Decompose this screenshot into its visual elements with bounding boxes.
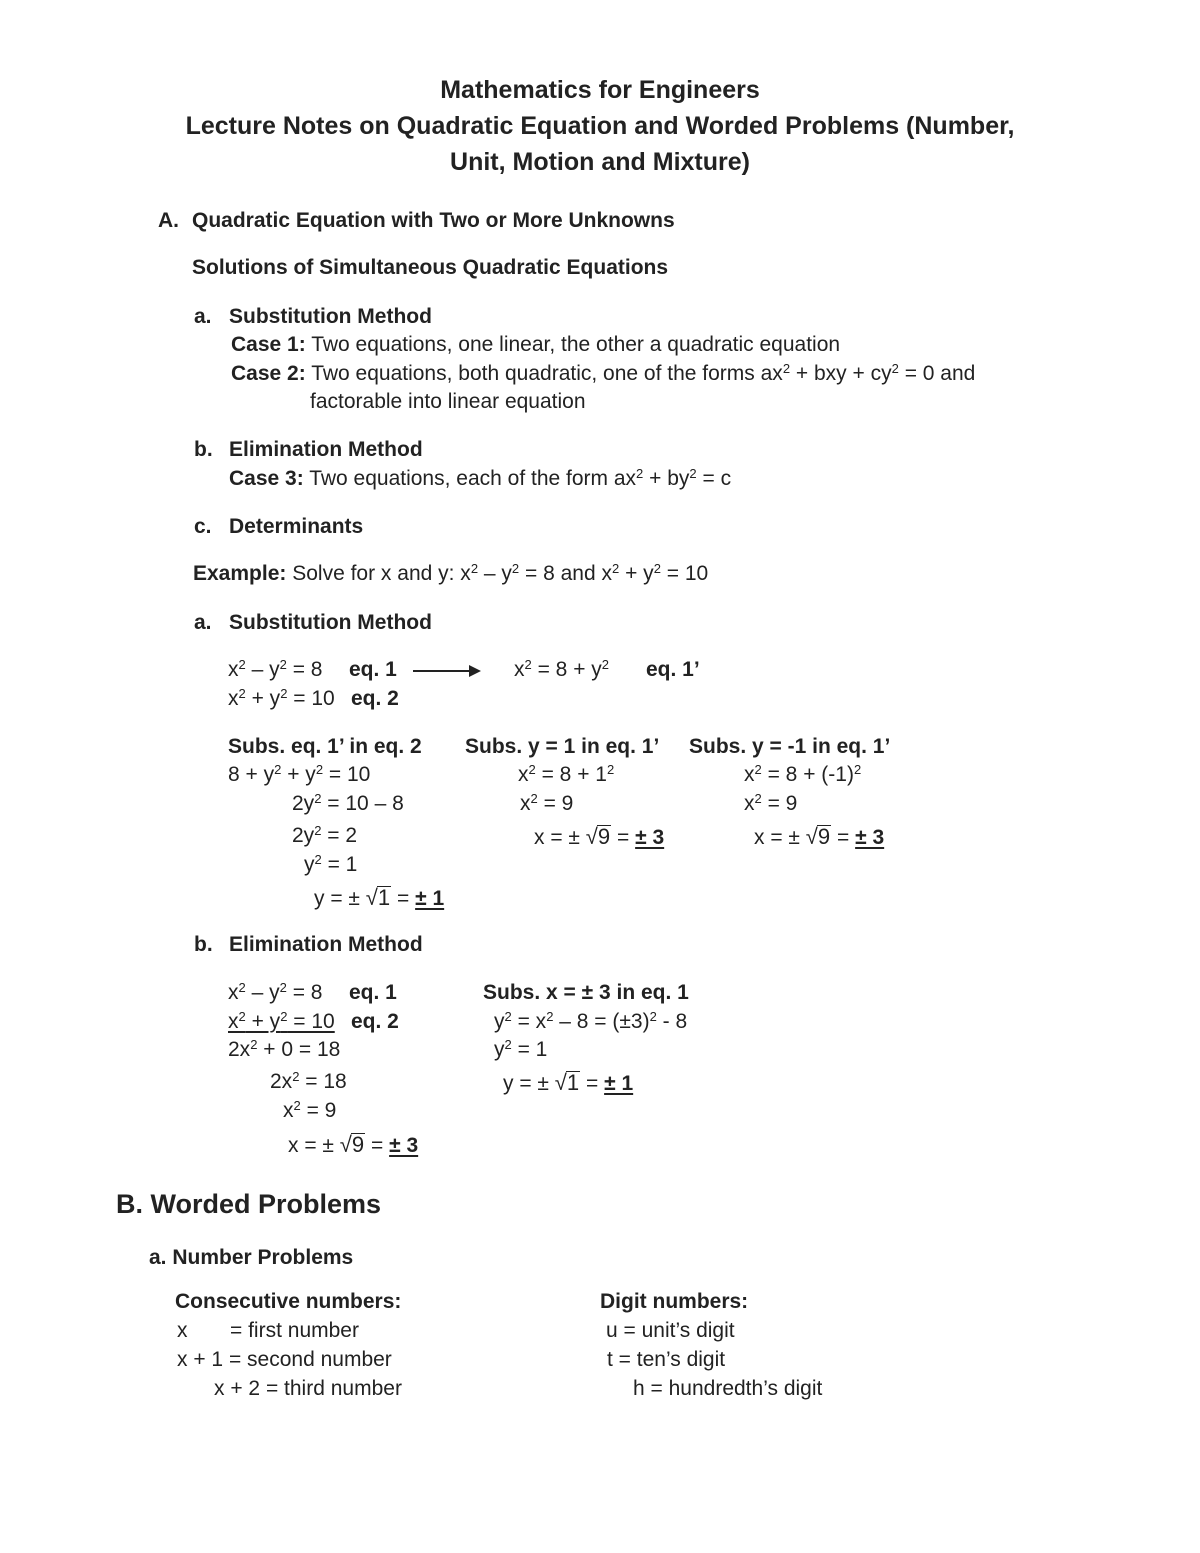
subst-eq1-rhs: = 8 — [286, 658, 323, 681]
text: y — [304, 853, 315, 876]
title-line-3: Unit, Motion and Mixture) — [450, 148, 750, 176]
elim-line5 — [283, 1097, 337, 1122]
sup: 2 — [314, 790, 322, 806]
text: x — [744, 763, 755, 786]
elim-eq1: $x^2 - y^2 = 8$ — [228, 979, 323, 1004]
text: = 9 — [300, 1099, 337, 1122]
consecutive-heading: Consecutive numbers: — [175, 1290, 402, 1313]
case-2 — [231, 360, 976, 385]
text: y — [494, 1038, 505, 1061]
text: = 1 — [321, 853, 358, 876]
text: 2x — [270, 1070, 293, 1093]
subst-label: a. — [194, 611, 212, 634]
elim-x-result: ± 3 — [389, 1134, 419, 1157]
text: x = ± — [754, 826, 806, 849]
text: x = ± — [534, 826, 586, 849]
sup: 2 — [853, 761, 862, 777]
sup: 2 — [250, 1036, 258, 1052]
subst-x-result: ± 3 — [635, 826, 665, 849]
elim-right-line1 — [494, 1008, 688, 1033]
subst-col2-line1 — [518, 761, 615, 786]
sup: 2 — [601, 656, 610, 672]
subst-col1-line2 — [292, 790, 404, 815]
case-2-text-c: = 0 and — [898, 362, 976, 385]
arrow-icon — [413, 670, 477, 672]
text: 2y — [292, 824, 315, 847]
text: = — [391, 887, 416, 910]
digit-line2: t = ten’s digit — [607, 1348, 726, 1371]
sup: 2 — [280, 685, 288, 701]
elim-eq2-tag: eq. 2 — [351, 1010, 399, 1033]
case-2-text-b: + bxy + cy — [790, 362, 892, 385]
text: 2y — [292, 792, 315, 815]
sup: 2 — [315, 761, 324, 777]
text: = 8 + 1 — [535, 763, 607, 786]
sup: 2 — [511, 560, 520, 576]
consecutive-line1-var: x — [177, 1319, 188, 1342]
sup: 2 — [504, 1008, 512, 1024]
method-b-label: b. — [194, 438, 213, 461]
case-3-text-a: Two equations, each of the form ax — [309, 467, 637, 490]
subst-title: Substitution Method — [229, 611, 432, 634]
sqrt-icon: √ 1 — [554, 1070, 580, 1095]
sup: 2 — [314, 851, 322, 867]
subst-col3-line2 — [744, 790, 798, 815]
sup: 2 — [649, 1008, 657, 1024]
subst-col2-heading: Subs. y = 1 in eq. 1’ — [465, 735, 660, 758]
elim-line3 — [228, 1036, 341, 1061]
case-1-label: Case 1: — [231, 333, 306, 356]
example-text-d: + y — [619, 562, 654, 585]
case-2-label: Case 2: — [231, 362, 306, 385]
digit-line1: u = unit’s digit — [606, 1319, 735, 1342]
subst-eq2-rhs: = 10 — [287, 687, 335, 710]
elim-y-result: ± 1 — [604, 1072, 634, 1095]
section-b-heading: B. Worded Problems — [116, 1189, 382, 1219]
text: = 1 — [511, 1038, 548, 1061]
case-3-label: Case 3: — [229, 467, 304, 490]
method-c-title: Determinants — [229, 515, 364, 538]
number-problems-heading: a. Number Problems — [149, 1246, 354, 1269]
subst-x-result-2: ± 3 — [855, 826, 885, 849]
text: + 0 = 18 — [257, 1038, 341, 1061]
text: = — [831, 826, 856, 849]
sup: 2 — [782, 360, 791, 376]
example-text-b: – y — [478, 562, 512, 585]
subst-eq1-prime: $x^2 = 8 + y^2$ — [514, 656, 610, 681]
sup: 2 — [530, 790, 538, 806]
subst-eq1p-rhs: = 8 + y — [531, 658, 602, 681]
sup: 2 — [238, 656, 246, 672]
title-line-2: Lecture Notes on Quadratic Equation and Worded Problems (Number, — [185, 112, 1015, 140]
sup: 2 — [524, 656, 532, 672]
text: = — [611, 826, 636, 849]
text: y = ± — [314, 887, 366, 910]
text: = 10 – 8 — [321, 792, 404, 815]
elim-line6 — [288, 1133, 418, 1156]
title-line-1: Mathematics for Engineers — [440, 76, 760, 104]
example-text-e: = 10 — [660, 562, 709, 585]
subst-col3-line3 — [754, 825, 884, 848]
sup: 2 — [754, 761, 762, 777]
sup: 2 — [636, 465, 644, 481]
subst-col1-line3 — [292, 822, 358, 847]
text: = x — [511, 1010, 547, 1033]
sqrt-icon: √ 9 — [585, 824, 611, 849]
subst-col1-line1 — [228, 761, 371, 786]
text: = 10 — [287, 1010, 335, 1033]
text: = — [365, 1134, 390, 1157]
text: x = ± — [288, 1134, 340, 1157]
text: = 9 — [761, 792, 798, 815]
elim-label: b. — [194, 933, 213, 956]
method-b-title: Elimination Method — [229, 438, 423, 461]
text: 1 — [566, 1070, 580, 1095]
sup: 2 — [470, 560, 479, 576]
text: x — [520, 792, 531, 815]
sup: 2 — [293, 1097, 301, 1113]
subst-eq2-tag: eq. 2 — [351, 687, 399, 710]
sup: 2 — [891, 360, 899, 376]
section-a-label: A. — [158, 209, 179, 232]
text: x — [283, 1099, 294, 1122]
subst-col3-heading: Subs. y = -1 in eq. 1’ — [689, 735, 891, 758]
elim-title: Elimination Method — [229, 933, 423, 956]
text: - 8 — [656, 1010, 688, 1033]
text: = 10 — [323, 763, 371, 786]
sup: 2 — [612, 560, 620, 576]
section-a-subheading: Solutions of Simultaneous Quadratic Equations — [192, 256, 669, 279]
case-2-text-a: Two equations, both quadratic, one of the forms ax — [311, 362, 783, 385]
elim-right-line2 — [494, 1036, 548, 1061]
method-c-label: c. — [194, 515, 212, 538]
text: 1 — [377, 885, 391, 910]
sup: 2 — [280, 1008, 288, 1024]
example-text-a: Solve for x and y: x — [292, 562, 471, 585]
section-a-heading: Quadratic Equation with Two or More Unknowns — [192, 209, 675, 232]
subst-col2-line2 — [520, 790, 574, 815]
text: 2x — [228, 1038, 251, 1061]
method-a-label: a. — [194, 305, 212, 328]
subst-y-result: ± 1 — [415, 887, 445, 910]
method-a-title: Substitution Method — [229, 305, 432, 328]
subst-col2-line3 — [534, 825, 664, 848]
text: = 18 — [299, 1070, 347, 1093]
example — [193, 560, 709, 585]
sup: 2 — [653, 560, 661, 576]
sqrt-icon: √ 9 — [805, 824, 831, 849]
case-1 — [231, 334, 840, 355]
example-label: Example: — [193, 562, 287, 585]
subst-eq1-tag: eq. 1 — [349, 658, 397, 681]
sup: 2 — [314, 822, 322, 838]
case-3 — [229, 465, 732, 490]
consecutive-line1-def: = first number — [230, 1319, 359, 1342]
consecutive-line2: x + 1 = second number — [177, 1348, 392, 1371]
text: = — [580, 1072, 605, 1095]
subst-col1-line5 — [314, 886, 444, 909]
sup: 2 — [754, 790, 762, 806]
digit-line3: h = hundredth’s digit — [633, 1377, 823, 1400]
text: = 8 — [286, 981, 323, 1004]
case-1-text: Two equations, one linear, the other a quadratic equation — [311, 333, 841, 356]
text: – 8 = (±3) — [553, 1010, 650, 1033]
text: 9 — [817, 824, 831, 849]
sqrt-icon: √ 1 — [365, 885, 391, 910]
case-2-continued: factorable into linear equation — [310, 390, 586, 413]
text: = 9 — [537, 792, 574, 815]
sup: 2 — [528, 761, 536, 777]
sup: 2 — [546, 1008, 554, 1024]
text: y — [494, 1010, 505, 1033]
digit-heading: Digit numbers: — [600, 1290, 749, 1313]
sqrt-icon: √ 9 — [339, 1132, 365, 1157]
elim-line4 — [270, 1068, 347, 1093]
elim-eq1-tag: eq. 1 — [349, 981, 397, 1004]
sup: 2 — [292, 1068, 300, 1084]
subst-col3-line1 — [744, 761, 862, 786]
subst-col1-heading: Subs. eq. 1’ in eq. 2 — [228, 735, 422, 758]
sup: 2 — [238, 1008, 246, 1024]
subst-eq2: $x^2 + y^2 = 10$ — [228, 685, 335, 710]
elim-eq2: $x^2 + y^2 = 10$ — [228, 1008, 335, 1033]
text: = 8 + (-1) — [761, 763, 854, 786]
elim-right-line3 — [503, 1071, 633, 1094]
example-text-c: = 8 and x — [519, 562, 612, 585]
subst-col1-line4 — [304, 851, 358, 876]
text: = 2 — [321, 824, 358, 847]
consecutive-line3: x + 2 = third number — [214, 1377, 402, 1400]
text: x — [518, 763, 529, 786]
text: 9 — [351, 1132, 365, 1157]
sup: 2 — [606, 761, 615, 777]
subst-eq1: $x^2 - y^2 = 8$ — [228, 656, 323, 681]
text: 8 + y — [228, 763, 275, 786]
subst-eq1p-tag: eq. 1’ — [646, 658, 700, 681]
text: x — [744, 792, 755, 815]
sup: 2 — [279, 656, 287, 672]
sup: 2 — [274, 761, 282, 777]
sup: 2 — [689, 465, 697, 481]
sup: 2 — [504, 1036, 512, 1052]
text: 9 — [597, 824, 611, 849]
sup: 2 — [279, 979, 287, 995]
sup: 2 — [238, 979, 246, 995]
elim-right-heading: Subs. x = ± 3 in eq. 1 — [483, 981, 689, 1004]
case-3-text-b: + by — [643, 467, 690, 490]
text: y = ± — [503, 1072, 555, 1095]
sup: 2 — [238, 685, 246, 701]
case-3-text-c: = c — [696, 467, 732, 490]
text: + y — [281, 763, 316, 786]
